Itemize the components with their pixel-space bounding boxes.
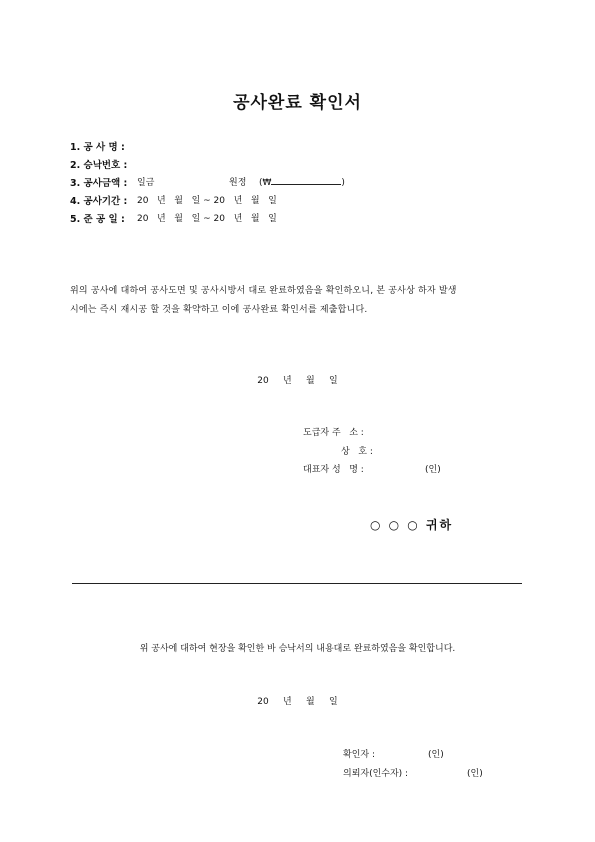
amount-close-paren: ) bbox=[341, 178, 345, 188]
field-label-project-name: 1. 공 사 명 : bbox=[70, 142, 125, 153]
field-label-amount: 3. 공사금액 : bbox=[70, 178, 128, 189]
field-value-amount-prefix: 일금 bbox=[137, 178, 155, 188]
confirmer-label: 확인자 : bbox=[343, 750, 375, 760]
contractor-address-label: 도급자 주 소 : bbox=[303, 428, 364, 438]
field-label-approval-number: 2. 승낙번호 : bbox=[70, 160, 128, 171]
field-label-period: 4. 공사기간 : bbox=[70, 196, 128, 207]
field-value-period: 20 년 월 일 ~ 20 년 월 일 bbox=[137, 196, 277, 206]
confirmation-statement: 위 공사에 대하여 현장을 확인한 바 승낙서의 내용대로 완료하였음을 확인합니다. bbox=[139, 644, 456, 654]
submission-date: 20 년 월 일 bbox=[257, 376, 338, 386]
requester-label: 의뢰자(인수자) : bbox=[343, 769, 409, 779]
contractor-company-label: 상 호 : bbox=[341, 447, 373, 457]
confirmer-seal: (인) bbox=[428, 750, 444, 760]
field-value-amount-figure bbox=[259, 175, 345, 188]
field-value-amount-unit: 원정 bbox=[229, 178, 247, 188]
section-divider bbox=[72, 583, 522, 584]
document-title: 공사완료 확인서 bbox=[233, 93, 362, 113]
confirmation-date: 20 년 월 일 bbox=[257, 697, 338, 707]
amount-open-paren: (₩ bbox=[259, 178, 272, 188]
contractor-rep-label: 대표자 성 명 : bbox=[303, 465, 364, 475]
contractor-seal: (인) bbox=[425, 465, 441, 475]
amount-blank-line bbox=[271, 175, 341, 185]
statement-line-2: 시에는 즉시 재시공 할 것을 확약하고 이에 공사완료 확인서를 제출합니다. bbox=[70, 305, 368, 315]
field-value-completion-date: 20 년 월 일 ~ 20 년 월 일 bbox=[137, 214, 277, 224]
statement-line-1: 위의 공사에 대하여 공사도면 및 공사시방서 대로 완료하였음을 확인하오니, 본 공사상 하자 발생 bbox=[70, 286, 457, 296]
requester-seal: (인) bbox=[467, 769, 483, 779]
addressee: ○ ○ ○ 귀하 bbox=[370, 518, 454, 532]
field-label-completion-date: 5. 준 공 일 : bbox=[70, 214, 125, 225]
